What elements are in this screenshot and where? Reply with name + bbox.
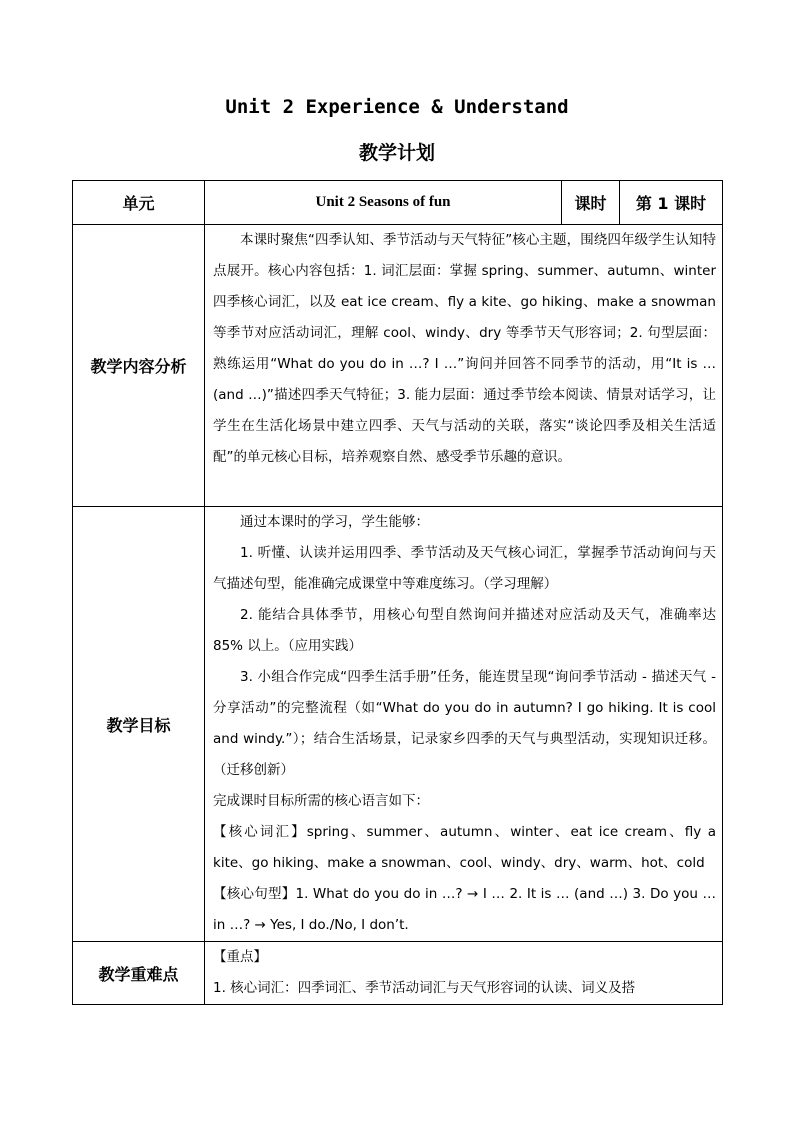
goals-row <box>73 507 723 942</box>
difficulty-cell <box>205 942 723 1005</box>
goal-item-2: 2. 能结合具体季节，用核心句型自然询问并描述对应活动及天气，准确率达 85% 以上。（应用实践） <box>213 607 716 654</box>
goal-item-1: 1. 听懂、认读并运用四季、季节活动及天气核心词汇，掌握季节活动询问与天气描述句型，能准确完成课堂中等难度练习。（学习理解） <box>213 545 716 592</box>
core-language-intro: 完成课时目标所需的核心语言如下： <box>213 793 429 809</box>
core-vocabulary: 【核心词汇】spring、summer、autumn、winter、eat ice cream、fly a kite、go hiking、make a snowman、cool、windy、dry、warm、hot、cold <box>213 824 716 871</box>
difficulty-row <box>73 942 723 1005</box>
analysis-text: 本课时聚焦“四季认知、季节活动与天气特征”核心主题，围绕四年级学生认知特点展开。核心内容包括：1. 词汇层面：掌握 spring、summer、autumn、winter 四季核心词汇，以及 eat ice cream、fly a kite、go hiking、make a snowman 等季节对应活动词汇，理解 cool、windy、dry 等季节天气形容词；2. 句型层面：熟练运用“What do you do in …? I …”询问并回答不同季节的活动，用“It is … (and …)”描述四季天气特征；3. 能力层面：通过季节绘本阅读、情景对话学习，让学生在生活化场景中建立四季、天气与活动的关联，落实“谈论四季及相关生活适配”的单元核心目标，培养观察自然、感受季节乐趣的意识。 <box>213 232 716 465</box>
document-title-chinese: 教学计划 <box>358 142 435 164</box>
period-value: 第 1 课时 <box>620 181 723 225</box>
goals-label: 教学目标 <box>73 507 205 942</box>
lesson-plan-table <box>72 180 723 1005</box>
difficulty-label: 教学重难点 <box>73 942 205 1005</box>
document-title-english: Unit 2 Experience & Understand <box>225 96 569 118</box>
key-points-title: 【重点】 <box>213 949 267 965</box>
unit-label: 单元 <box>73 181 205 225</box>
goals-intro: 通过本课时的学习，学生能够： <box>240 514 429 530</box>
analysis-cell <box>205 225 723 507</box>
goal-item-3: 3. 小组合作完成“四季生活手册”任务，能连贯呈现“询问季节活动 - 描述天气 - 分享活动”的完整流程（如“What do you do in autumn? I go hiking. It is cool and windy.”）；结合生活场景，记录家乡四季的天气与典型活动，实现知识迁移。（迁移创新） <box>213 669 716 778</box>
unit-name: Unit 2 Seasons of fun <box>205 181 562 225</box>
analysis-row <box>73 225 723 507</box>
unit-row <box>73 181 723 225</box>
goals-cell <box>205 507 723 942</box>
key-point-1: 1. 核心词汇：四季词汇、季节活动词汇与天气形容词的认读、词义及搭 <box>213 980 636 996</box>
core-sentences: 【核心句型】1. What do you do in …? → I … 2. It is … (and …) 3. Do you … in …? → Yes, I do./No, I don’t. <box>213 886 716 933</box>
period-label: 课时 <box>562 181 620 225</box>
analysis-label: 教学内容分析 <box>73 225 205 507</box>
